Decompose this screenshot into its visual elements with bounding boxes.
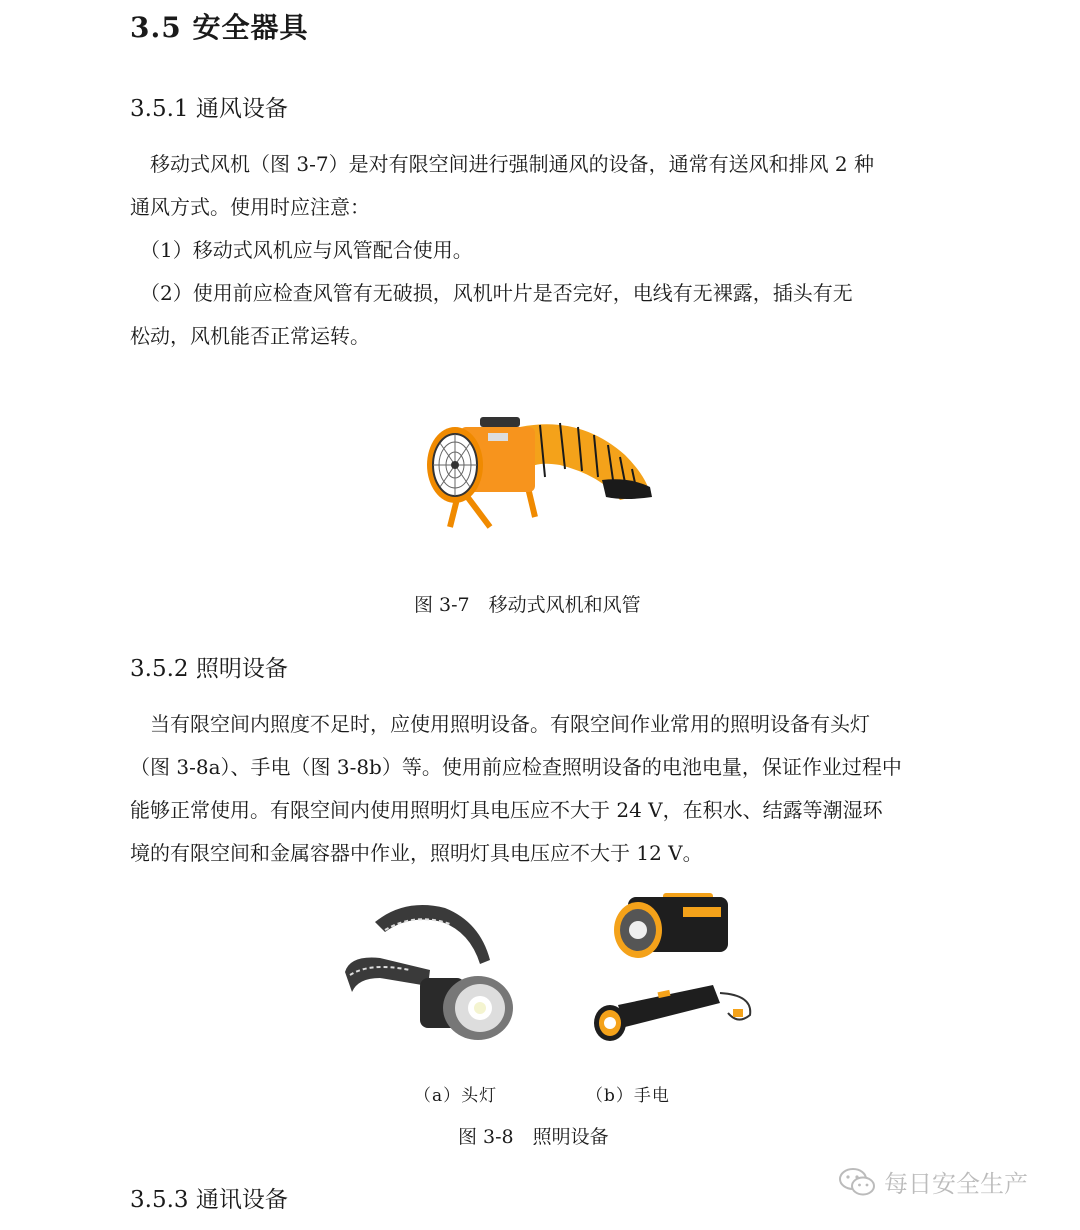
section-title: 3.5 安全器具 [130,11,309,44]
headlamp-image [340,900,520,1045]
paragraph-line: 当有限空间内照度不足时，应使用照明设备。有限空间作业常用的照明设备有头灯 [130,712,870,736]
figure-caption-3-7: 图 3-7 移动式风机和风管 [414,594,641,616]
paragraph-ventilation [130,143,950,358]
figure-caption-3-8: 图 3-8 照明设备 [458,1126,609,1148]
heading-communication: 3.5.3 通讯设备 [130,1187,288,1213]
paragraph-line: 松动，风机能否正常运转。 [130,324,370,348]
paragraph-line: （1）移动式风机应与风管配合使用。 [130,238,473,262]
subcaption-flashlight: （b）手电 [586,1086,670,1106]
heading-ventilation: 3.5.1 通风设备 [130,96,288,122]
flashlights-image [588,885,768,1055]
paragraph-line: 境的有限空间和金属容器中作业，照明灯具电压应不大于 12 V。 [130,841,703,865]
paragraph-line: （2）使用前应检查风管有无破损，风机叶片是否完好，电线有无裸露，插头有无 [130,281,853,305]
heading-lighting: 3.5.2 照明设备 [130,656,288,682]
paragraph-line: 移动式风机（图 3-7）是对有限空间进行强制通风的设备，通常有送风和排风 2 种 [130,152,875,176]
wechat-icon [838,1166,876,1198]
paragraph-line: 通风方式。使用时应注意： [130,195,370,219]
paragraph-line: 能够正常使用。有限空间内使用照明灯具电压应不大于 24 V，在积水、结露等潮湿环 [130,798,883,822]
watermark [838,1164,1028,1199]
paragraph-lighting [130,703,950,875]
subcaption-headlamp: （a）头灯 [414,1086,498,1106]
paragraph-line: （图 3-8a）、手电（图 3-8b）等。使用前应检查照明设备的电池电量，保证作业过程中 [130,755,902,779]
watermark-text: 每日安全生产 [884,1170,1028,1198]
duct [520,423,652,500]
portable-fan-image [420,405,660,530]
